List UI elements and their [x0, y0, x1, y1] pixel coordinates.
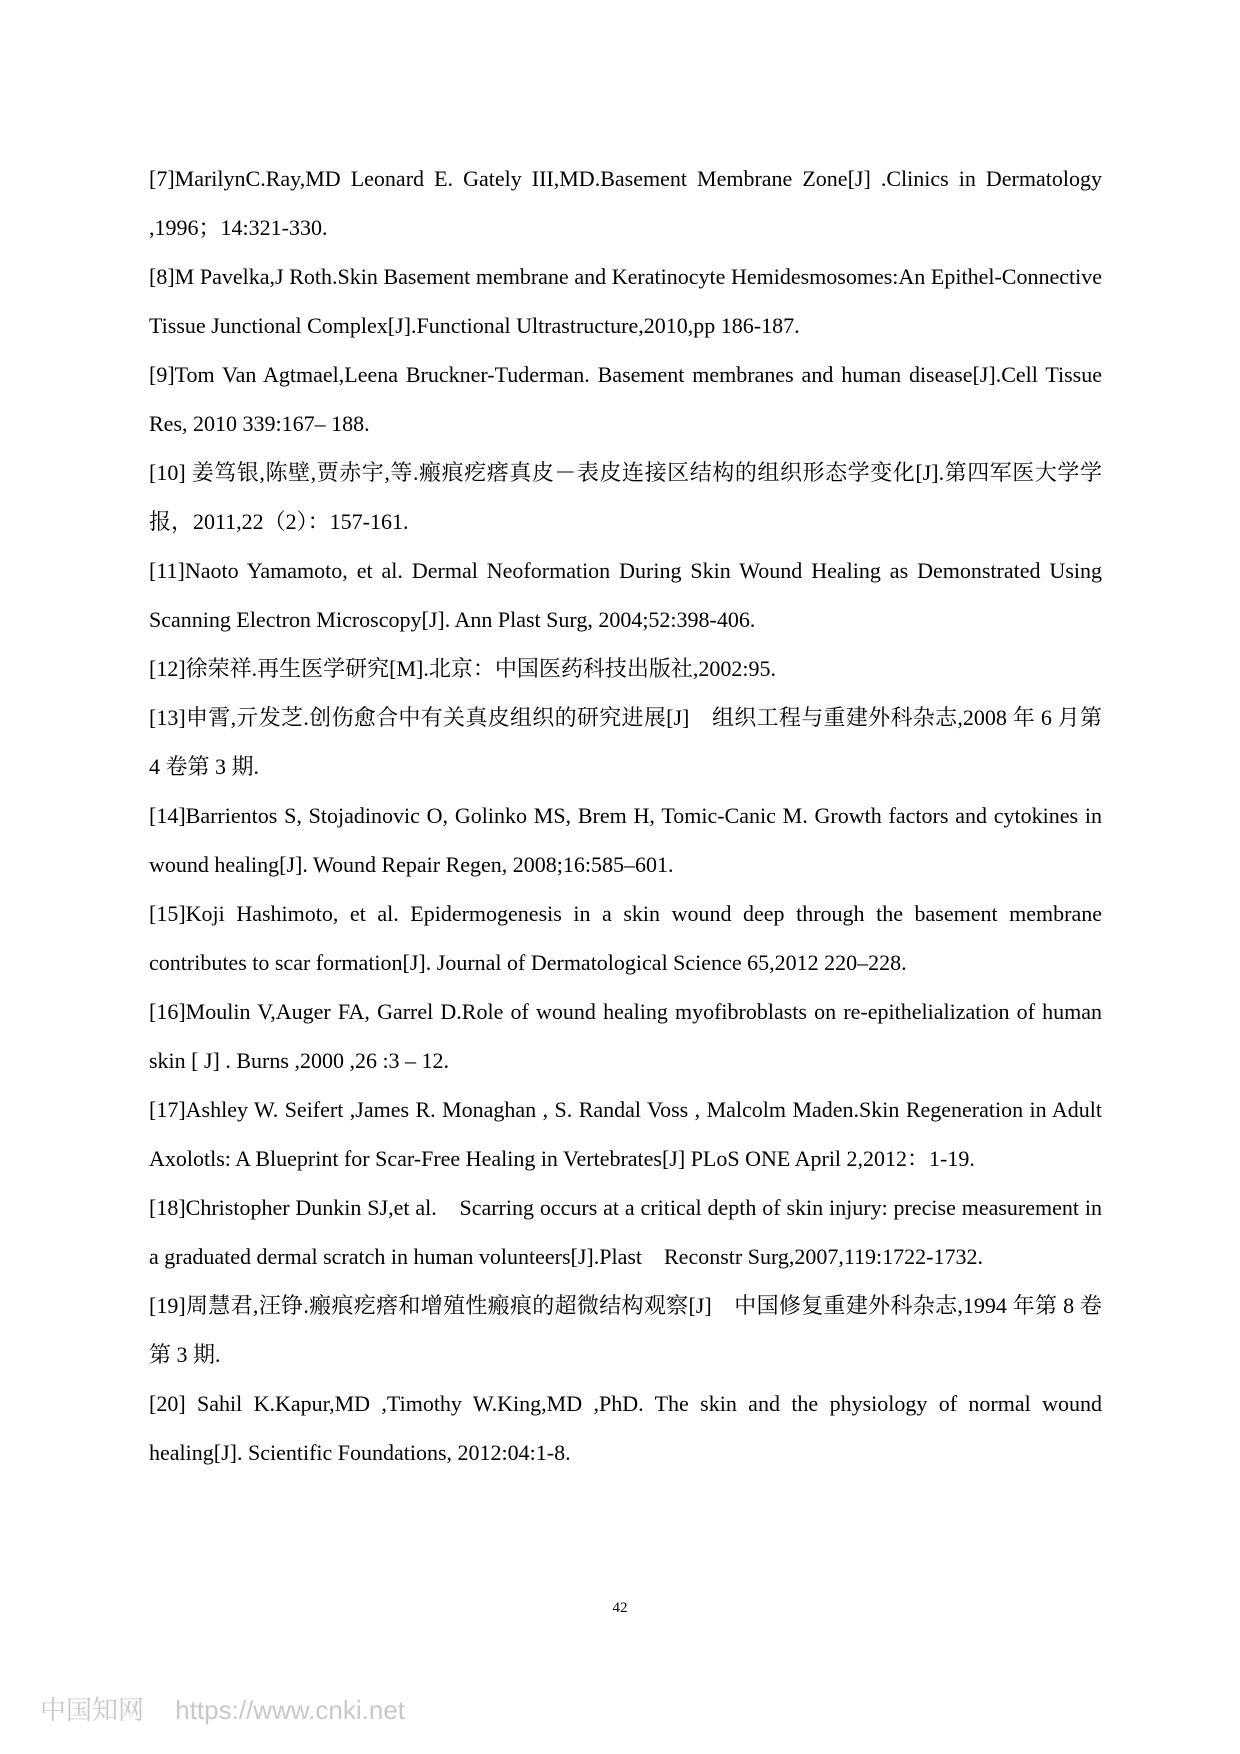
reference-entry-19: [19]周慧君,汪铮.瘢痕疙瘩和增殖性瘢痕的超微结构观察[J] 中国修复重建外科杂志,1994 年第 8 卷第 3 期. — [149, 1293, 1102, 1367]
reference-entry-10: [10] 姜笃银,陈壁,贾赤宇,等.瘢痕疙瘩真皮－表皮连接区结构的组织形态学变化[J].第四军医大学学报，2011,22（2）：157-161. — [149, 460, 1102, 534]
reference-entry-12: [12]徐荣祥.再生医学研究[M].北京：中国医药科技出版社,2002:95. — [149, 656, 776, 681]
reference-entry-8: [8]M Pavelka,J Roth.Skin Basement membrane and Keratinocyte Hemidesmosomes:An Epithel-Connective Tissue Junctional Complex[J].Functional Ultrastructure,2010,pp 186-187. — [149, 264, 1102, 338]
reference-entry-17: [17]Ashley W. Seifert ,James R. Monaghan , S. Randal Voss , Malcolm Maden.Skin Regeneration in Adult Axolotls: A Blueprint for Scar-Free Healing in Vertebrates[J] PLoS ONE April 2,2012：1-19. — [149, 1097, 1102, 1171]
reference-entry-18: [18]Christopher Dunkin SJ,et al. Scarring occurs at a critical depth of skin injury: precise measurement in a graduated dermal scratch in human volunteers[J].Plast Reconstr Surg,2007,119:1722-1732. — [149, 1195, 1102, 1269]
reference-list — [149, 154, 1102, 1477]
watermark-url: https://www.cnki.net — [175, 1695, 406, 1725]
reference-entry-13: [13]申霄,亓发芝.创伤愈合中有关真皮组织的研究进展[J] 组织工程与重建外科杂志,2008 年 6 月第 4 卷第 3 期. — [149, 705, 1102, 779]
watermark-brand: 中国知网 — [40, 1695, 145, 1725]
reference-entry-20: [20] Sahil K.Kapur,MD ,Timothy W.King,MD ,PhD. The skin and the physiology of normal wound healing[J]. Scientific Foundations, 2012:04:1-8. — [149, 1391, 1102, 1465]
reference-entry-15: [15]Koji Hashimoto, et al. Epidermogenesis in a skin wound deep through the basement membrane contributes to scar formation[J]. Journal of Dermatological Science 65,2012 220–228. — [149, 901, 1102, 975]
reference-entry-14: [14]Barrientos S, Stojadinovic O, Golinko MS, Brem H, Tomic-Canic M. Growth factors and cytokines in wound healing[J]. Wound Repair Regen, 2008;16:585–601. — [149, 803, 1102, 877]
reference-entry-11: [11]Naoto Yamamoto, et al. Dermal Neoformation During Skin Wound Healing as Demonstrated Using Scanning Electron Microscopy[J]. Ann Plast Surg, 2004;52:398-406. — [149, 558, 1102, 632]
reference-entry-16: [16]Moulin V,Auger FA, Garrel D.Role of wound healing myofibroblasts on re-epithelialization of human skin [ J] . Burns ,2000 ,26 :3 – 12. — [149, 999, 1102, 1073]
reference-entry-7: [7]MarilynC.Ray,MD Leonard E. Gately III,MD.Basement Membrane Zone[J] .Clinics in Dermatology ,1996；14:321-330. — [149, 166, 1102, 240]
page-number: 42 — [612, 1600, 628, 1616]
reference-entry-9: [9]Tom Van Agtmael,Leena Bruckner-Tuderman. Basement membranes and human disease[J].Cell Tissue Res, 2010 339:167– 188. — [149, 362, 1102, 436]
cnki-watermark — [40, 1690, 429, 1727]
